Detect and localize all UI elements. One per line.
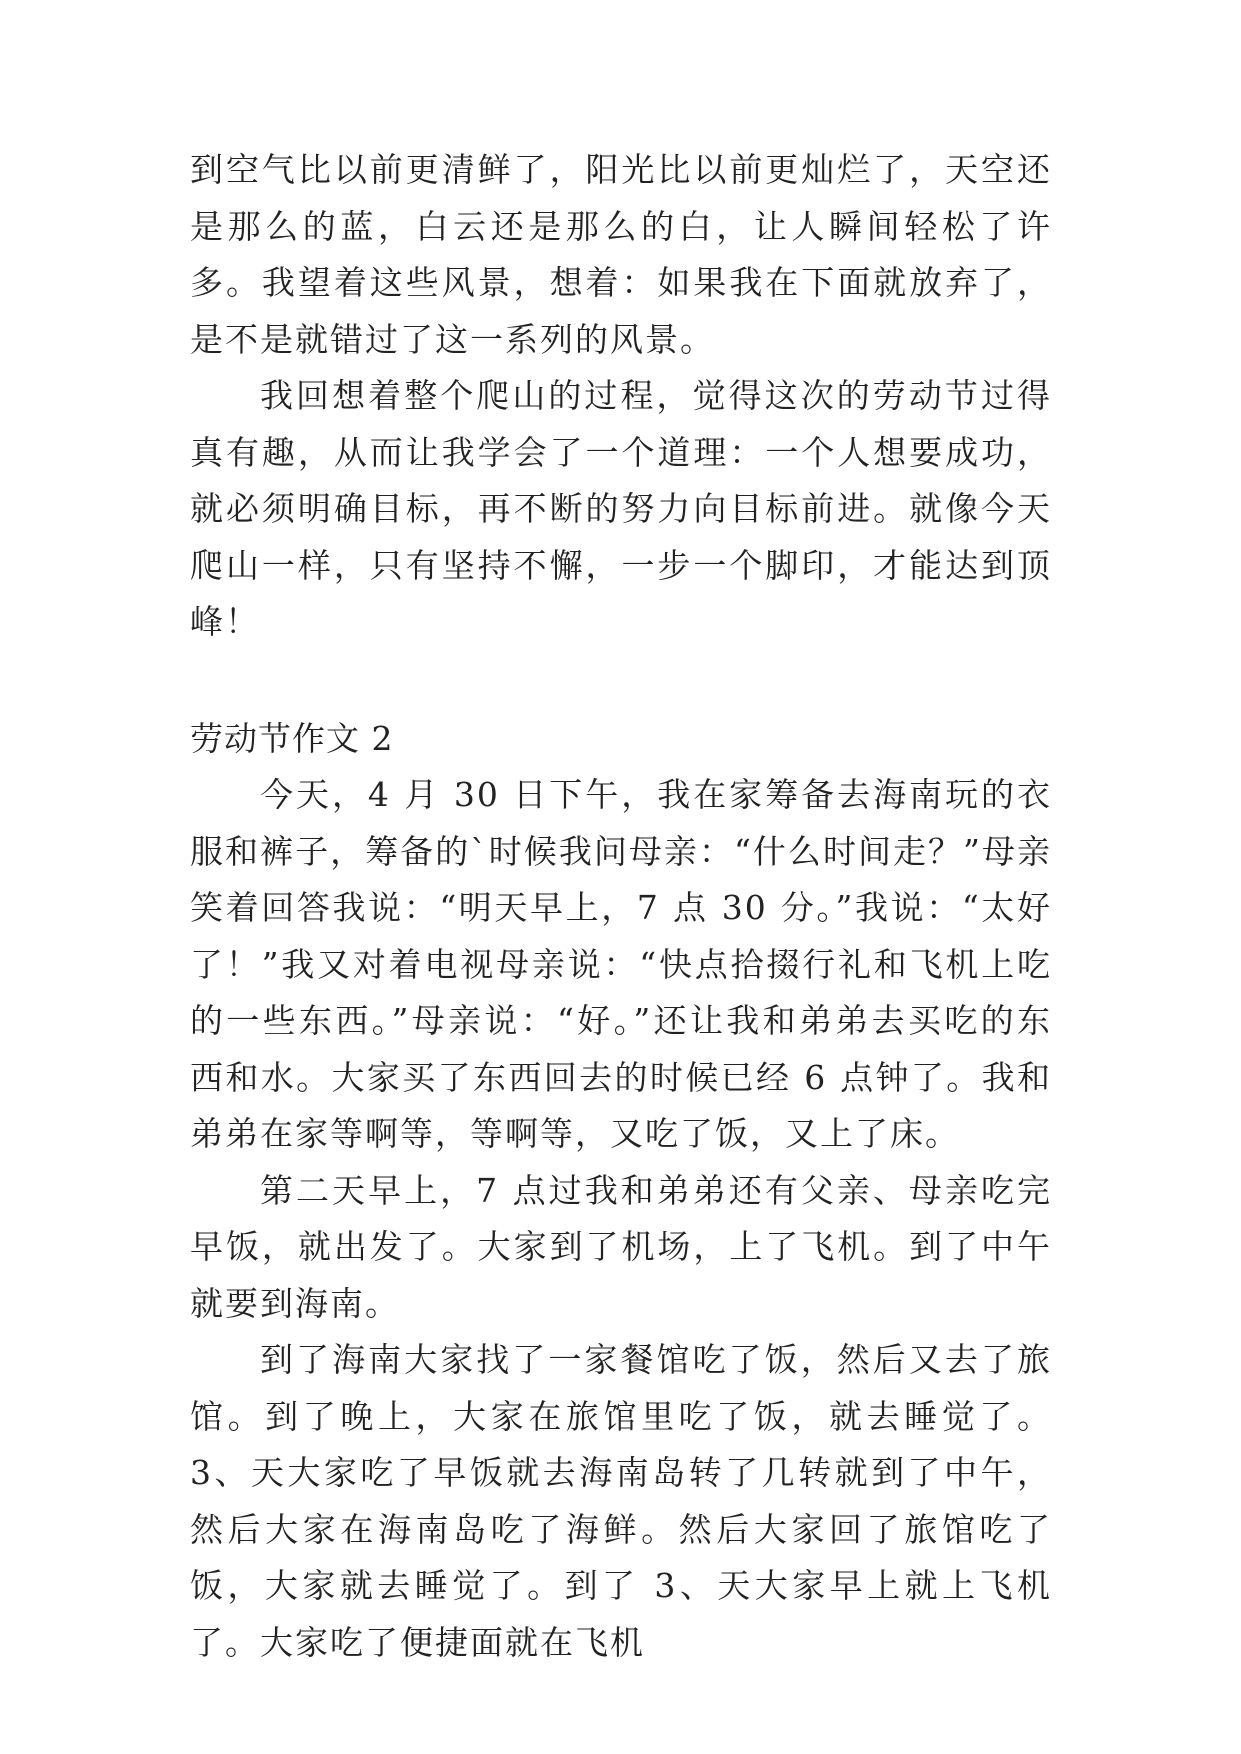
document-body bbox=[190, 142, 1052, 1671]
paragraph-4: 第二天早上，7 点过我和弟弟还有父亲、母亲吃完早饭，就出发了。大家到了机场，上了飞机。到了中午就要到海南。 bbox=[190, 1170, 1052, 1323]
section-title: 劳动节作文 2 bbox=[190, 718, 394, 758]
paragraph-1: 到空气比以前更清鲜了，阳光比以前更灿烂了，天空还是那么的蓝，白云还是那么的白，让人瞬间轻松了许多。我望着这些风景，想着：如果我在下面就放弃了，是不是就错过了这一系列的风景。 bbox=[190, 150, 1052, 359]
paragraph-2: 我回想着整个爬山的过程，觉得这次的劳动节过得真有趣，从而让我学会了一个道理：一个人想要成功，就必须明确目标，再不断的努力向目标前进。就像今天爬山一样，只有坚持不懈，一步一个脚印，才能达到顶峰！ bbox=[190, 376, 1052, 641]
paragraph-3: 今天，4 月 30 日下午，我在家筹备去海南玩的衣服和裤子，筹备的`时候我问母亲：“什么时间走？”母亲笑着回答我说：“明天早上，7 点 30 分。”我说：“太好了！”我又对着电视母亲说：“快点拾掇行礼和飞机上吃的一些东西。”母亲说：“好。”还让我和弟弟去买吃的东西和水。大家买了东西回去的时候已经 6 点钟了。我和弟弟在家等啊等，等啊等，又吃了饭，又上了床。 bbox=[190, 775, 1052, 1153]
paragraph-5: 到了海南大家找了一家餐馆吃了饭，然后又去了旅馆。到了晚上，大家在旅馆里吃了饭，就去睡觉了。3、天大家吃了早饭就去海南岛转了几转就到了中午，然后大家在海南岛吃了海鲜。然后大家回了旅馆吃了饭，大家就去睡觉了。到了 3、天大家早上就上飞机了。大家吃了便捷面就在飞机 bbox=[190, 1340, 1052, 1662]
